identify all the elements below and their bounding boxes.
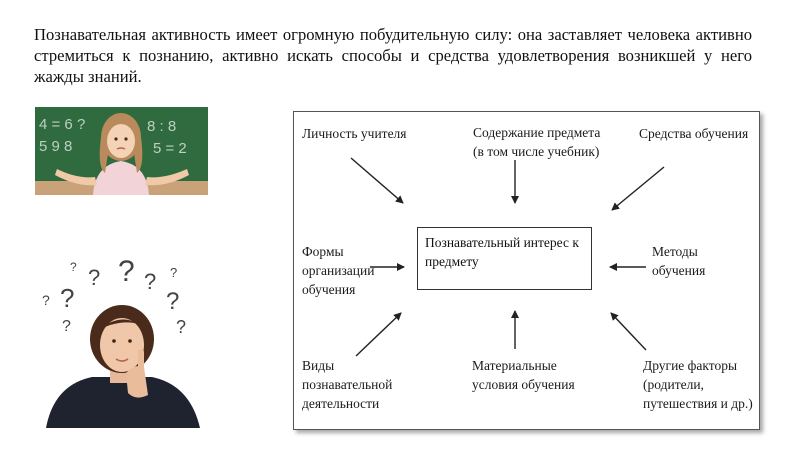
svg-text:8 : 8: 8 : 8 <box>147 118 177 135</box>
arrow-teacher <box>351 158 403 203</box>
intro-paragraph: Познавательная активность имеет огромную побудительную силу: она заставляет человека активно стремиться к познанию, активно искать способы и средства удовлетворения возникшей у него жажды знаний. <box>34 25 752 86</box>
center-box-cognitive-interest: Познавательный интерес к предмету <box>417 227 592 290</box>
factor-content: Содержание предмета (в том числе учебник) <box>473 125 601 159</box>
svg-text:?: ? <box>60 283 75 313</box>
chalkboard-scribbles: 4 = 6 ? <box>39 116 86 133</box>
arrow-activity <box>356 313 401 356</box>
svg-text:?: ? <box>170 265 178 280</box>
arrow-tools <box>612 167 664 210</box>
svg-text:?: ? <box>88 265 101 290</box>
factors-diagram <box>293 111 760 430</box>
svg-text:?: ? <box>166 288 180 315</box>
svg-text:?: ? <box>176 317 187 337</box>
svg-text:?: ? <box>42 292 50 308</box>
factor-activity: Виды познавательной деятельности <box>302 358 393 411</box>
factor-other: Другие факторы (родители, путешествия и др.) <box>643 358 753 411</box>
svg-text:?: ? <box>70 260 77 274</box>
factor-methods: Методы обучения <box>652 244 706 278</box>
factor-forms: Формы организации обучения <box>302 244 375 297</box>
photo-girl-at-chalkboard <box>35 107 208 195</box>
svg-text:?: ? <box>118 255 135 288</box>
svg-text:?: ? <box>62 318 71 335</box>
photo-thinking-woman <box>40 255 210 428</box>
factor-conditions: Материальные условия обучения <box>472 358 575 392</box>
svg-text:5 = 2: 5 = 2 <box>153 140 187 157</box>
factor-teacher: Личность учителя <box>302 126 407 141</box>
arrow-other <box>611 313 646 350</box>
factor-tools: Средства обучения <box>639 126 749 141</box>
svg-text:?: ? <box>144 269 157 294</box>
svg-text:5 9 8: 5 9 8 <box>39 138 73 155</box>
